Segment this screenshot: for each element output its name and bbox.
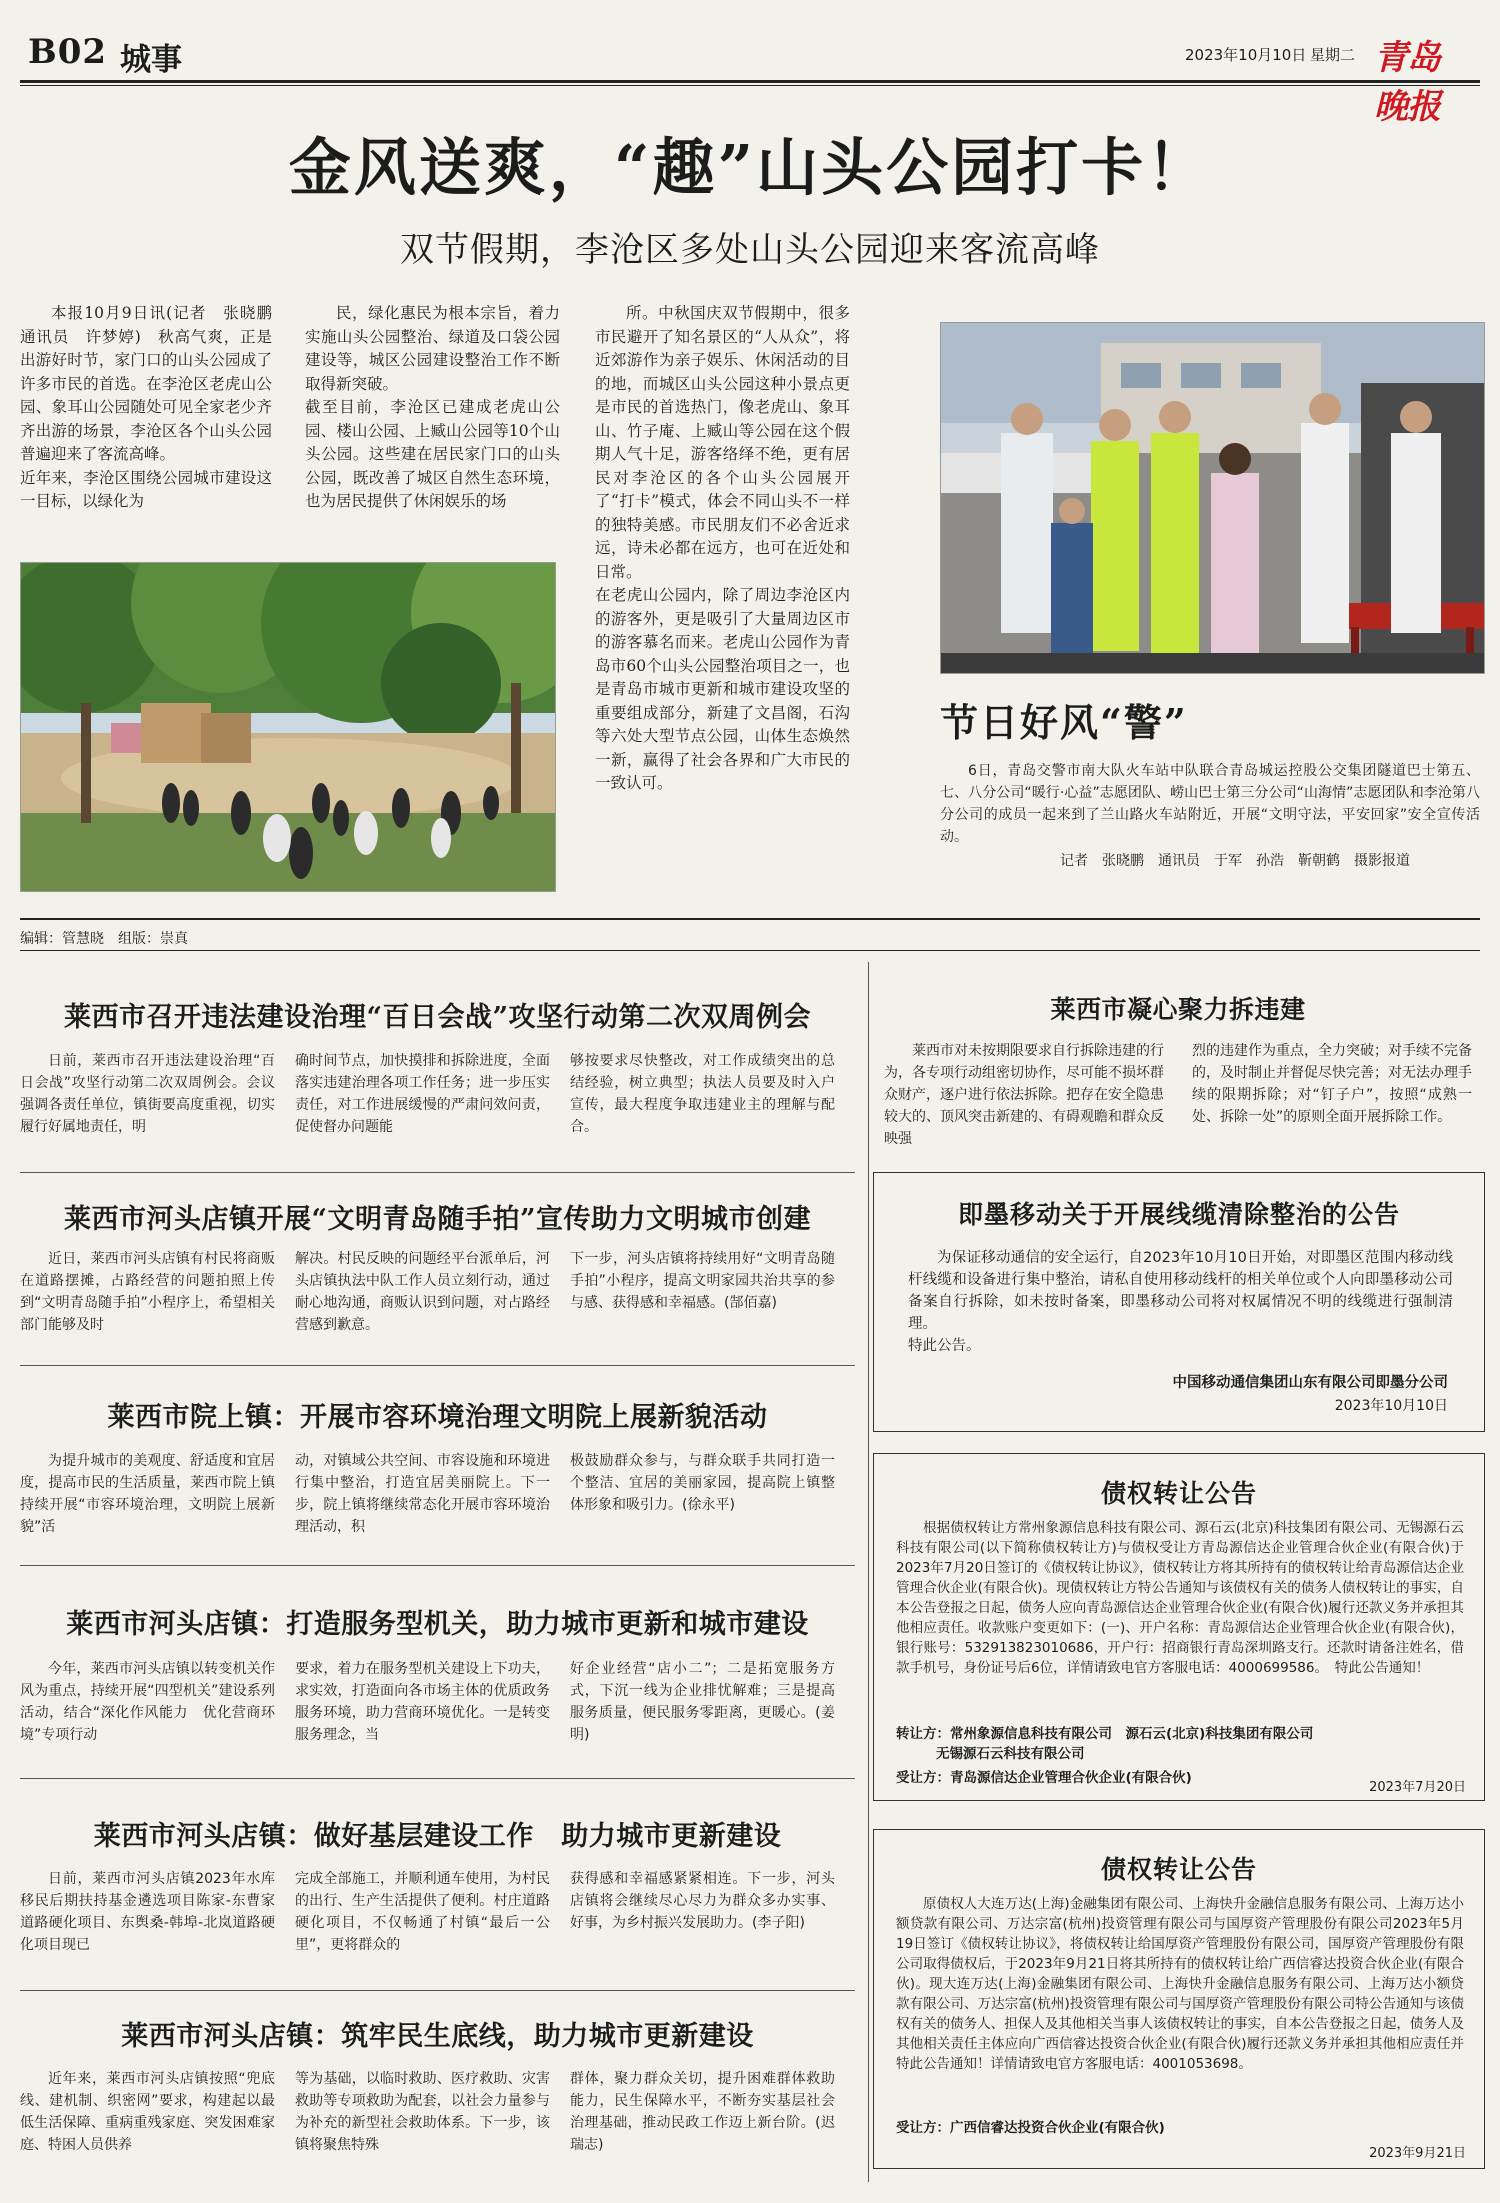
transferee-label: 受让方： xyxy=(896,1770,950,1786)
page-code: B02 xyxy=(28,32,108,72)
story-6-title: 莱西市河头店镇：筑牢民生底线，助力城市更新建设 xyxy=(121,2021,754,2052)
story-divider xyxy=(20,1365,855,1366)
story-divider xyxy=(20,1990,855,1991)
notice-debt-1-text: 根据债权转让方常州象源信息科技有限公司、源石云(北京)科技集团有限公司、无锡源石云科技有限公司(以下简称债权转让方)与债权受让方青岛源信达企业管理合伙企业(有限合伙)于2023年7月20日签订的《债权转让协议》，债权转让方将其所持有的债权转让给青岛源信达企业管理合伙企业(有限合伙)。现债权转让方特公告通知与该债权有关的债务人债权转让的事实，自本公告登报之日起，债务人应向青岛源信达企业管理合伙企业(有限合伙)履行还款义务并承担其他相应责任。收款账户变更如下：(一)、开户名称：青岛源信达企业管理合伙企业(有限合伙)，银行账号：532913823010686，开户行：招商银行青岛深圳路支行。还款时请备注姓名，借款手机号，身份证号后6位，详情请致电官方客服电话：4000699586。 特此公告通知！ xyxy=(896,1520,1464,1676)
photo-story-caption xyxy=(940,760,1480,848)
story-2-text-1: 近日，莱西市河头店镇有村民将商贩在道路摆摊，占路经营的问题拍照上传到“文明青岛随手拍”小程序上，希望相关部门能够及时 xyxy=(20,1251,275,1333)
notice-debt-1-date: 2023年7月20日 xyxy=(1369,1780,1466,1795)
story-3-text-3: 极鼓励群众参与，与群众联手共同打造一个整洁、宜居的美丽家园，提高院上镇整体形象和吸引力。(徐永平) xyxy=(570,1453,835,1513)
story-4-col-3 xyxy=(570,1658,835,1746)
story-6-text-3: 群体，聚力群众关切，提升困难群体救助能力，民生保障水平，不断夯实基层社会治理基础，推动民政工作迈上新台阶。(迟瑞志) xyxy=(570,2071,835,2153)
column-divider xyxy=(868,962,869,2182)
notice-mobile-title: 即墨移动关于开展线缆清除整治的公告 xyxy=(957,1200,1400,1229)
story-2-text-3: 下一步，河头店镇将持续用好“文明青岛随手拍”小程序，提高文明家园共治共享的参与感、获得感和幸福感。(郜佰嘉) xyxy=(570,1251,835,1311)
story-2-col-1 xyxy=(20,1248,275,1336)
notice-mobile-text: 为保证移动通信的安全运行，自2023年10月10日开始，对即墨区范围内移动线杆线缆和设备进行集中整治，请私自使用移动线杆的相关单位或个人向即墨移动公司备案自行拆除，如未按时备案，即墨移动公司将对权属情况不明的线缆进行强制清理。 特此公告。 xyxy=(908,1250,1453,1354)
story-1-col-1 xyxy=(20,1050,275,1138)
editor-line: 编辑：管慧晓 组版：崇真 xyxy=(20,931,188,947)
park-photo xyxy=(20,562,556,892)
story-5 xyxy=(20,1814,855,1853)
story-3-title: 莱西市院上镇：开展市容环境治理文明院上展新貌活动 xyxy=(107,1402,768,1433)
story-6-col-1 xyxy=(20,2068,275,2156)
lead-text-3: 所。中秋国庆双节假期中，很多市民避开了知名景区的“人从众”，将近郊游作为亲子娱乐、休闲活动的目的地，而城区山头公园这种小景点更是市民的首选热门，像老虎山、象耳山、竹子庵、上臧山等公园在这个假期人气十足，游客络绎不绝，更有居民对李沧区的各个山头公园展开了“打卡”模式，体会不同山头不一样的独特美感。市民朋友们不必舍近求远，诗未必都在远方，也可在近处和日常。 在老虎山公园内，除了周边李沧区内的游客外，更是吸引了大量周边区市的游客慕名而来。老虎山公园作为青岛市60个山头公园整治项目之一，也是青岛市城市更新和城市建设攻坚的重要组成部分，新建了文昌阁，石沟等六处大型节点公园，山体生态焕然一新，赢得了社会各界和广大市民的一致认可。 xyxy=(595,304,850,792)
issue-weekday: 星期二 xyxy=(1310,46,1356,64)
story-2-text-2: 解决。村民反映的问题经平台派单后，河头店镇执法中队工作人员立刻行动，通过耐心地沟通，商贩认识到问题，对占路经营感到歉意。 xyxy=(295,1251,550,1333)
transferee-name: 广西信睿达投资合伙企业(有限合伙) xyxy=(950,2120,1165,2136)
right-story-col-2 xyxy=(1192,1040,1472,1128)
police-photo xyxy=(940,322,1485,674)
story-2 xyxy=(20,1197,855,1236)
notice-mobile-body xyxy=(908,1247,1453,1357)
story-4-col-2 xyxy=(295,1658,550,1746)
story-4-text-1: 今年，莱西市河头店镇以转变机关作风为重点，持续开展“四型机关”建设系列活动，结合“深化作风能力 优化营商环境”专项行动 xyxy=(20,1661,275,1743)
notice-debt-1-body xyxy=(896,1518,1464,1678)
story-5-col-2 xyxy=(295,1868,550,1956)
header-rule xyxy=(20,80,1480,83)
page-header xyxy=(28,30,1472,127)
story-divider xyxy=(20,1778,855,1779)
story-2-col-2 xyxy=(295,1248,550,1336)
transferor-names-2: 无锡源石云科技有限公司 xyxy=(936,1746,1085,1762)
story-1-col-2 xyxy=(295,1050,550,1138)
story-5-text-1: 日前，莱西市河头店镇2023年水库移民后期扶持基金遴选项目陈家-东曹家道路硬化项目、东舆桑-韩埠-北岚道路硬化项目现已 xyxy=(20,1871,275,1953)
story-6-col-3 xyxy=(570,2068,835,2156)
right-story-title: 莱西市凝心聚力拆违建 xyxy=(1050,995,1306,1024)
story-divider xyxy=(20,1172,855,1173)
photo-caption-text: 6日，青岛交警市南大队火车站中队联合青岛城运控股公交集团隧道巴士第五、七、八分公司“暖行·心益”志愿团队、崂山巴士第三分公司“山海情”志愿团队和李沧第八分公司的成员一起来到了兰山路火车站附近，开展“文明守法，平安回家”安全宣传活动。 xyxy=(940,763,1480,845)
notice-debt-1-title: 债权转让公告 xyxy=(1100,1479,1257,1508)
notice-debt-2-title: 债权转让公告 xyxy=(1100,1855,1257,1884)
section-name: 城事 xyxy=(120,42,182,78)
header-rule-thin xyxy=(20,85,1480,86)
story-5-col-3 xyxy=(570,1868,835,1934)
story-3-col-2 xyxy=(295,1450,550,1538)
issue-date: 2023年10月10日 xyxy=(1185,46,1307,64)
story-5-text-2: 完成全部施工，并顺利通车使用，为村民的出行、生产生活提供了便利。村庄道路硬化项目，不仅畅通了村镇“最后一公里”，更将群众的 xyxy=(295,1871,550,1953)
story-4 xyxy=(20,1602,855,1641)
photo-story-title: 节日好风“警” xyxy=(940,700,1188,745)
lead-column-3 xyxy=(595,302,850,796)
notice-mobile xyxy=(873,1172,1485,1432)
story-4-text-3: 好企业经营“店小二”；二是拓宽服务方式，下沉一线为企业排忧解难；三是提高服务质量，便民服务零距离，更暖心。(姜明) xyxy=(570,1661,835,1743)
notice-mobile-date: 2023年10月10日 xyxy=(1334,1398,1448,1414)
notice-debt-2 xyxy=(873,1829,1485,2169)
transferor-names: 常州象源信息科技有限公司 源石云(北京)科技集团有限公司 xyxy=(950,1726,1314,1742)
story-2-title: 莱西市河头店镇开展“文明青岛随手拍”宣传助力文明城市创建 xyxy=(63,1204,812,1235)
section-divider-2 xyxy=(20,950,1480,951)
story-4-col-1 xyxy=(20,1658,275,1746)
story-1-text-1: 日前，莱西市召开违法建设治理“百日会战”攻坚行动第二次双周例会。会议强调各责任单位，镇街要高度重视，切实履行好属地责任，明 xyxy=(20,1053,275,1135)
lead-text-1: 本报10月9日讯(记者 张晓鹏 通讯员 许梦婷) 秋高气爽，正是出游好时节，家门口的山头公园成了许多市民的首选。在李沧区老虎山公园、象耳山公园随处可见全家老少齐齐出游的场景，李沧区各个山头公园普遍迎来了客流高峰。 近年来，李沧区围绕公园城市建设这一目标，以绿化为 xyxy=(20,304,272,510)
lead-column-2 xyxy=(305,302,560,514)
transferee-name: 青岛源信达企业管理合伙企业(有限合伙) xyxy=(950,1770,1192,1786)
lead-text-2: 民，绿化惠民为根本宗旨，着力实施山头公园整治、绿道及口袋公园建设等，城区公园建设整治工作不断取得新突破。 截至目前，李沧区已建成老虎山公园、楼山公园、上臧山公园等10个山头公园。这些建在居民家门口的山头公园，既改善了城区自然生态环境，也为居民提供了休闲娱乐的场 xyxy=(305,304,560,510)
right-story-text-1: 莱西市对未按期限要求自行拆除违建的行为，各专项行动组密切协作，尽可能不损坏群众财产，逐户进行依法拆除。把存在安全隐患较大的、顶风突击新建的、有碍观瞻和群众反映强 xyxy=(884,1043,1164,1147)
story-5-title: 莱西市河头店镇：做好基层建设工作 助力城市更新建设 xyxy=(93,1821,782,1852)
notice-debt-1-transferee xyxy=(896,1766,1192,1786)
section-divider xyxy=(20,918,1480,920)
story-2-col-3 xyxy=(570,1248,835,1314)
lead-subhead: 双节假期，李沧区多处山头公园迎来客流高峰 xyxy=(400,230,1100,270)
story-1-col-3 xyxy=(570,1050,835,1138)
right-story-col-1 xyxy=(884,1040,1164,1150)
notice-debt-1 xyxy=(873,1453,1485,1801)
notice-debt-2-date: 2023年9月21日 xyxy=(1369,2146,1466,2161)
right-story-text-2: 烈的违建作为重点，全力突破；对手续不完备的，及时制止并督促尽快完善；对无法办理手续的限期拆除；对“钉子户”，按照“成熟一处、拆除一处”的原则全面开展拆除工作。 xyxy=(1192,1043,1472,1125)
photo-story-credit: 记者 张晓鹏 通讯员 于军 孙浩 靳朝鹤 摄影报道 xyxy=(1060,853,1410,869)
story-4-title: 莱西市河头店镇：打造服务型机关，助力城市更新和城市建设 xyxy=(66,1609,809,1640)
lead-headline: 金风送爽，“趣”山头公园打卡！ xyxy=(288,131,1212,204)
masthead-logo: 青岛晚报 xyxy=(1374,38,1440,127)
story-1-text-3: 够按要求尽快整改，对工作成绩突出的总结经验，树立典型；执法人员要及时入户宣传，最大程度争取违建业主的理解与配合。 xyxy=(570,1053,835,1135)
story-3-text-2: 动，对镇域公共空间、市容设施和环境进行集中整治，打造宜居美丽院上。下一步，院上镇将继续常态化开展市容环境治理活动，积 xyxy=(295,1453,550,1535)
story-divider xyxy=(20,1565,855,1566)
story-3-text-1: 为提升城市的美观度、舒适度和宜居度，提高市民的生活质量，莱西市院上镇持续开展“市容环境治理，文明院上展新貌”活 xyxy=(20,1453,275,1535)
story-4-text-2: 要求，着力在服务型机关建设上下功夫，求实效，打造面向各市场主体的优质政务服务环境，助力营商环境优化。一是转变服务理念，当 xyxy=(295,1661,550,1743)
right-story xyxy=(876,990,1480,1026)
story-6-text-1: 近年来，莱西市河头店镇按照“兜底线、建机制、织密网”要求，构建起以最低生活保障、重病重残家庭、突发困难家庭、特困人员供养 xyxy=(20,2071,275,2153)
notice-mobile-signer: 中国移动通信集团山东有限公司即墨分公司 xyxy=(1172,1375,1448,1391)
story-5-col-1 xyxy=(20,1868,275,1956)
notice-debt-2-body xyxy=(896,1894,1464,2074)
notice-debt-2-text: 原债权人大连万达(上海)金融集团有限公司、上海快升金融信息服务有限公司、上海万达小额贷款有限公司、万达宗富(杭州)投资管理有限公司与国厚资产管理股份有限公司2023年5月19日签订《债权转让协议》，将债权转让给国厚资产管理股份有限公司，国厚资产管理股份有限公司取得债权后，于2023年9月21日将其所持有的债权转让给广西信睿达投资合伙企业(有限合伙)。现大连万达(上海)金融集团有限公司、上海快升金融信息服务有限公司、上海万达小额贷款有限公司、万达宗富(杭州)投资管理有限公司与国厚资产管理股份有限公司特公告通知与该债权有关的债务人、担保人及其他相关当事人该债权转让的事实，自本公告登报之日起，债务人及其他相关责任主体应向广西信睿达投资合伙企业(有限合伙)履行还款义务并承担其他相应责任并特此公告通知！详情请致电官方客服电话：4001053698。 xyxy=(896,1896,1464,2072)
story-1-title: 莱西市召开违法建设治理“百日会战”攻坚行动第二次双周例会 xyxy=(63,1002,812,1033)
notice-debt-1-transferor xyxy=(896,1724,1464,1764)
story-3-col-1 xyxy=(20,1450,275,1538)
story-3-col-3 xyxy=(570,1450,835,1516)
story-3 xyxy=(20,1395,855,1434)
story-5-text-3: 获得感和幸福感紧紧相连。下一步，河头店镇将会继续尽心尽力为群众多办实事、好事，为乡村振兴发展助力。(李子阳) xyxy=(570,1871,835,1931)
lead-column-1 xyxy=(20,302,272,514)
story-1-text-2: 确时间节点，加快摸排和拆除进度，全面落实违建治理各项工作任务；进一步压实责任，对工作进展缓慢的严肃问效问责，促使督办问题能 xyxy=(295,1053,550,1135)
story-6-text-2: 等为基础，以临时救助、医疗救助、灾害救助等专项救助为配套，以社会力量参与为补充的新型社会救助体系。下一步，该镇将聚焦特殊 xyxy=(295,2071,550,2153)
story-1 xyxy=(20,995,855,1034)
notice-debt-2-transferee xyxy=(896,2116,1165,2136)
story-6-col-2 xyxy=(295,2068,550,2156)
story-6 xyxy=(20,2014,855,2053)
transferor-label: 转让方： xyxy=(896,1726,950,1742)
transferee-label: 受让方： xyxy=(896,2120,950,2136)
